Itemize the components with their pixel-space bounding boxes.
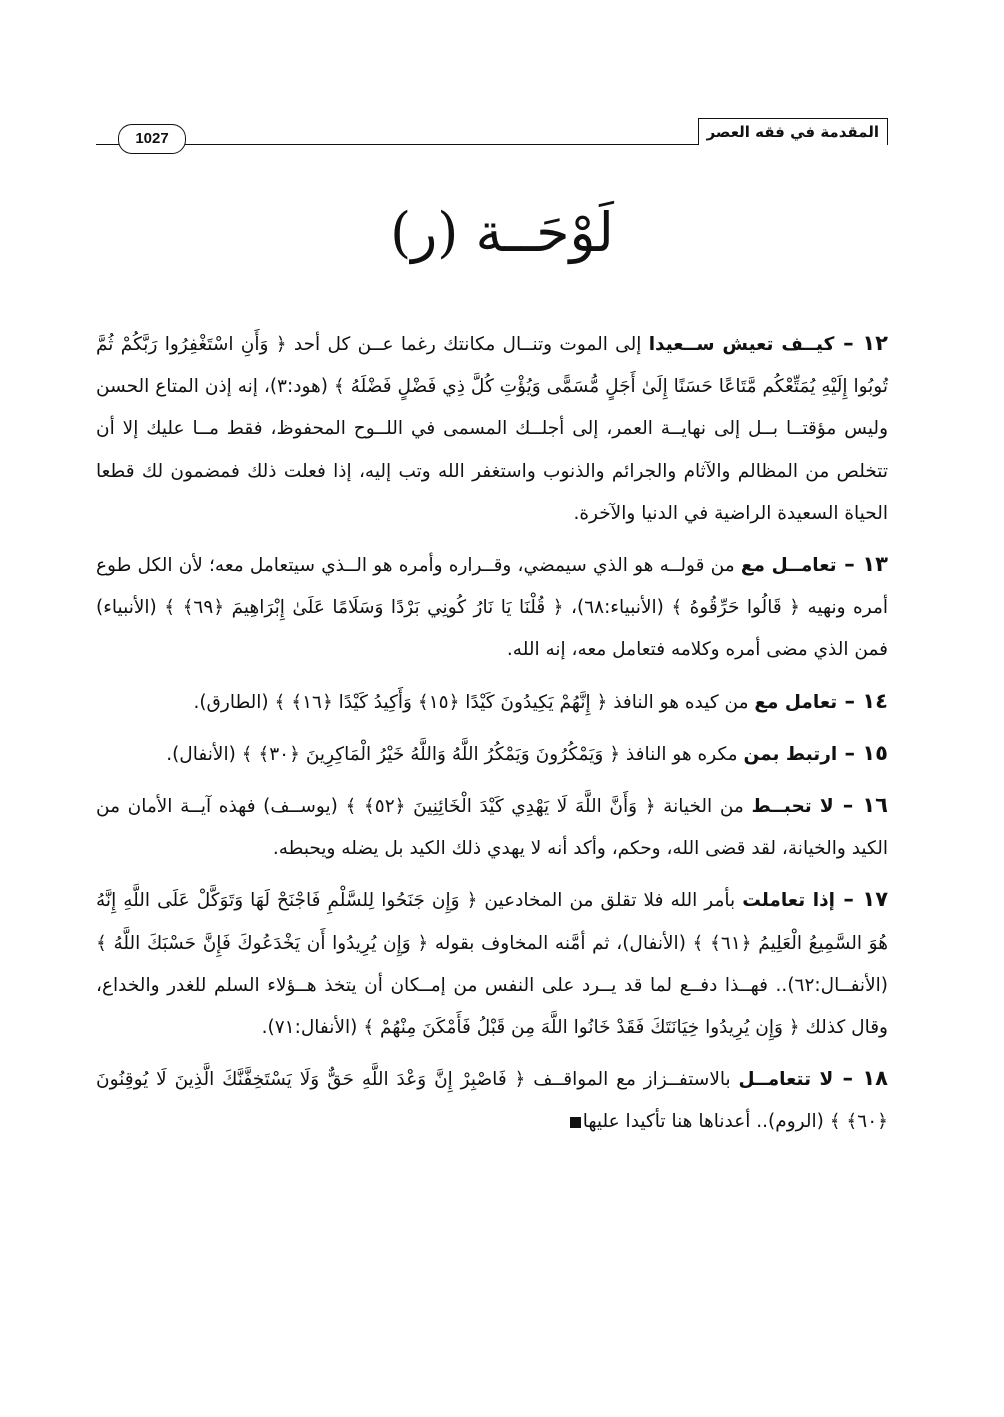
list-item: ١٤ – تعامل مع من كيده هو النافذ ﴿ إِنَّهُمْ يَكِيدُونَ كَيْدًا ﴿١٥﴾ وَأَكِيدُ كَيْدًا ﴿١٦﴾ ﴾ (الطارق). [193, 688, 888, 713]
item-text: من قولــه هو الذي سيمضي، وقــراره وأمره هو الــذي سيتعامل معه؛ لأن الكل طوع أمره ونهيه ﴿ قَالُوا حَرِّقُوهُ ﴾ (الأنبياء:٦٨)، ﴿ قُلْنَا يَا نَارُ كُونِي بَرْدًا وَسَلَامًا عَلَىٰ إِبْرَاهِيمَ ﴿٦٩﴾ ﴾ (الأنبياء) فمن الذي مضى أمره وكلامه فتعامل معه، إنه الله. [96, 555, 889, 661]
item-number: ١٣ [862, 552, 888, 577]
page-number: 1027 [118, 124, 186, 154]
item-text: بالاستفــزاز مع المواقــف ﴿ فَاصْبِرْ إِنَّ وَعْدَ اللَّهِ حَقٌّ وَلَا يَسْتَخِفَّنَّكَ الَّذِينَ لَا يُوقِنُونَ ﴿٦٠﴾ ﴾ (الروم).. أعدناها هنا تأكيدا عليها [96, 1069, 888, 1133]
book-title: المقدمة في فقه العصر [698, 118, 888, 145]
item-lead: تعامــل مع [740, 555, 837, 577]
list-item: ١٣ – تعامــل مع من قولــه هو الذي سيمضي، وقــراره وأمره هو الــذي سيتعامل معه؛ لأن الكل طوع أمره ونهيه ﴿ قَالُوا حَرِّقُوهُ ﴾ (الأنبياء:٦٨)، ﴿ قُلْنَا يَا نَارُ كُونِي بَرْدًا وَسَلَامًا عَلَىٰ إِبْرَاهِيمَ ﴿٦٩﴾ ﴾ (الأنبياء) فمن الذي مضى أمره وكلامه فتعامل معه، إنه الله. [96, 552, 889, 661]
item-text: إلى الموت وتنــال مكانتك رغما عــن كل أحد ﴿ وَأَنِ اسْتَغْفِرُوا رَبَّكُمْ ثُمَّ تُوبُوا إِلَيْهِ يُمَتِّعْكُم مَّتَاعًا حَسَنًا إِلَىٰ أَجَلٍ مُّسَمًّى وَيُؤْتِ كُلَّ ذِي فَضْلٍ فَضْلَهُ ﴾ (هود:٣)، إنه إذن المتاع الحسن وليس مؤقتــا بــل إلى نهايــة العمر، إلى أجلــك المسمى في اللــوح المحفوظ، فقط مــا عليك إلا أن تتخلص من المظالم والآثام والجرائم والذنوب واستغفر الله وتب إليه، إذا فعلت ذلك فمضمون لك قطعا الحياة السعيدة الراضية في الدنيا والآخرة. [96, 334, 888, 524]
end-square-icon [570, 1117, 581, 1128]
plate-title: لَوْحَــة (ر) [390, 201, 614, 264]
item-number: ١٥ [862, 740, 888, 765]
list-item: ١٦ – لا تحبــط من الخيانة ﴿ وَأَنَّ اللَّهَ لَا يَهْدِي كَيْدَ الْخَائِنِينَ ﴿٥٢﴾ ﴾ (يوســف) فهذه آيــة الأمان من الكيد والخيانة، لقد قضى الله، وحكم، وأكد أنه لا يهدي ذلك الكيد بل يضله ويحبطه. [96, 793, 888, 860]
item-number: ١٦ [862, 793, 888, 818]
item-number: ١٤ [862, 688, 888, 713]
body-text [96, 322, 888, 1152]
page-header [96, 118, 888, 148]
item-lead: لا تحبــط [751, 796, 834, 818]
item-lead: تعامل مع [754, 691, 838, 713]
item-number: ١٧ [862, 887, 889, 912]
list-item: ١٨ – لا تتعامــل بالاستفــزاز مع المواقــف ﴿ فَاصْبِرْ إِنَّ وَعْدَ اللَّهِ حَقٌّ وَلَا يَسْتَخِفَّنَّكَ الَّذِينَ لَا يُوقِنُونَ ﴿٦٠﴾ ﴾ (الروم).. أعدناها هنا تأكيدا عليها [96, 1066, 888, 1133]
item-text: بأمر الله فلا تقلق من المخادعين ﴿ وَإِن جَنَحُوا لِلسَّلْمِ فَاجْنَحْ لَهَا وَتَوَكَّلْ عَلَى اللَّهِ إِنَّهُ هُوَ السَّمِيعُ الْعَلِيمُ ﴿٦١﴾ ﴾ (الأنفال)، ثم أمَّنه المخاوف بقوله ﴿ وَإِن يُرِيدُوا أَن يَخْدَعُوكَ فَإِنَّ حَسْبَكَ اللَّهُ ﴾ (الأنفــال:٦٢).. فهــذا دفــع لما قد يــرد على النفس من إمــكان أن يتخذ هــؤلاء السلم للغدر والخداع، وقال كذلك ﴿ وَإِن يُرِيدُوا خِيَانَتَكَ فَقَدْ خَانُوا اللَّهَ مِن قَبْلُ فَأَمْكَنَ مِنْهُمْ ﴾ (الأنفال:٧١). [96, 890, 888, 1039]
item-lead: لا تتعامــل [738, 1069, 834, 1091]
list-item: ١٢ – كيــف تعيش ســعيدا إلى الموت وتنــال مكانتك رغما عــن كل أحد ﴿ وَأَنِ اسْتَغْفِرُوا رَبَّكُمْ ثُمَّ تُوبُوا إِلَيْهِ يُمَتِّعْكُم مَّتَاعًا حَسَنًا إِلَىٰ أَجَلٍ مُّسَمًّى وَيُؤْتِ كُلَّ ذِي فَضْلٍ فَضْلَهُ ﴾ (هود:٣)، إنه إذن المتاع الحسن وليس مؤقتــا بــل إلى نهايــة العمر، إلى أجلــك المسمى في اللــوح المحفوظ، فقط مــا عليك إلا أن تتخلص من المظالم والآثام والجرائم والذنوب واستغفر الله وتب إليه، إذا فعلت ذلك فمضمون لك قطعا الحياة السعيدة الراضية في الدنيا والآخرة. [96, 331, 888, 524]
item-text: من الخيانة ﴿ وَأَنَّ اللَّهَ لَا يَهْدِي كَيْدَ الْخَائِنِينَ ﴿٥٢﴾ ﴾ (يوســف) فهذه آيــة الأمان من الكيد والخيانة، لقد قضى الله، وحكم، وأكد أنه لا يهدي ذلك الكيد بل يضله ويحبطه. [96, 796, 888, 860]
item-number: ١٢ [862, 331, 888, 355]
list-item: ١٧ – إذا تعاملت بأمر الله فلا تقلق من المخادعين ﴿ وَإِن جَنَحُوا لِلسَّلْمِ فَاجْنَحْ لَهَا وَتَوَكَّلْ عَلَى اللَّهِ إِنَّهُ هُوَ السَّمِيعُ الْعَلِيمُ ﴿٦١﴾ ﴾ (الأنفال)، ثم أمَّنه المخاوف بقوله ﴿ وَإِن يُرِيدُوا أَن يَخْدَعُوكَ فَإِنَّ حَسْبَكَ اللَّهُ ﴾ (الأنفــال:٦٢).. فهــذا دفــع لما قد يــرد على النفس من إمــكان أن يتخذ هــؤلاء السلم للغدر والخداع، وقال كذلك ﴿ وَإِن يُرِيدُوا خِيَانَتَكَ فَقَدْ خَانُوا اللَّهَ مِن قَبْلُ فَأَمْكَنَ مِنْهُمْ ﴾ (الأنفال:٧١). [96, 887, 889, 1039]
item-text: مكره هو النافذ ﴿ وَيَمْكُرُونَ وَيَمْكُرُ اللَّهُ وَاللَّهُ خَيْرُ الْمَاكِرِينَ ﴿٣٠﴾ ﴾ (الأنفال). [166, 743, 738, 765]
item-lead: كيــف تعيش ســعيدا [648, 334, 835, 355]
item-lead: ارتبط بمن [743, 743, 838, 765]
item-lead: إذا تعاملت [742, 890, 835, 912]
item-text: من كيده هو النافذ ﴿ إِنَّهُمْ يَكِيدُونَ كَيْدًا ﴿١٥﴾ وَأَكِيدُ كَيْدًا ﴿١٦﴾ ﴾ (الطارق). [193, 691, 749, 713]
item-number: ١٨ [862, 1066, 888, 1091]
list-item: ١٥ – ارتبط بمن مكره هو النافذ ﴿ وَيَمْكُرُونَ وَيَمْكُرُ اللَّهُ وَاللَّهُ خَيْرُ الْمَاكِرِينَ ﴿٣٠﴾ ﴾ (الأنفال). [166, 740, 888, 765]
